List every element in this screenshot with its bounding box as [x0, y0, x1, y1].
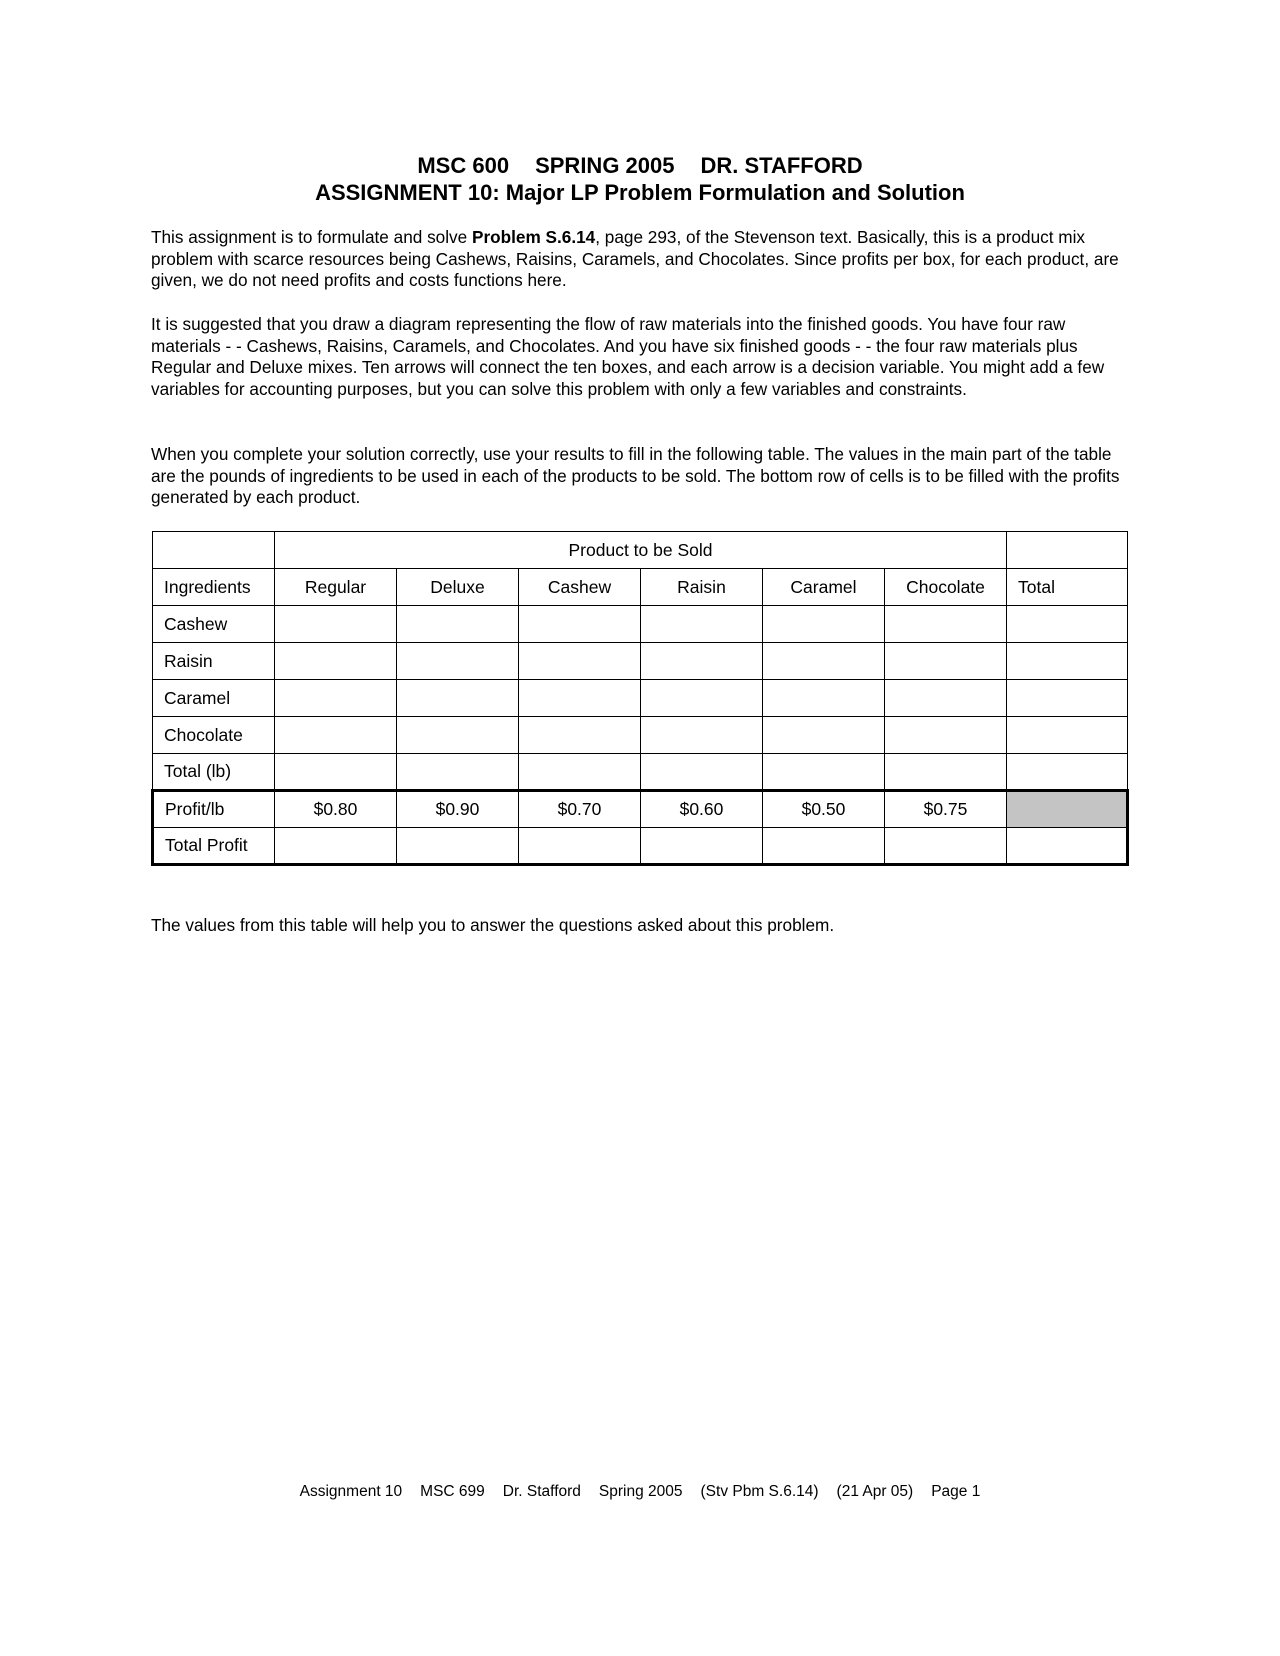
- entry-cell[interactable]: [275, 606, 397, 643]
- entry-cell[interactable]: [275, 680, 397, 717]
- entry-cell[interactable]: [641, 717, 763, 754]
- entry-cell[interactable]: [763, 717, 885, 754]
- table-row: [153, 754, 1128, 791]
- footer-page-number: Page 1: [931, 1483, 981, 1500]
- total-profit-row: [153, 828, 1128, 865]
- column-header: Chocolate: [885, 569, 1007, 606]
- profit-value: $0.50: [763, 791, 885, 828]
- column-header: Caramel: [763, 569, 885, 606]
- footer-term: Spring 2005: [598, 1483, 683, 1500]
- course-header: [0, 152, 1280, 179]
- profit-row: [153, 791, 1128, 828]
- table-group-header-row: [153, 532, 1128, 569]
- entry-cell[interactable]: [1007, 717, 1128, 754]
- entry-cell[interactable]: [519, 828, 641, 865]
- course-code: MSC 600: [417, 153, 510, 178]
- entry-cell[interactable]: [1007, 680, 1128, 717]
- closing-note: The values from this table will help you to answer the questions asked about this problem.: [151, 915, 835, 935]
- entry-cell[interactable]: [519, 754, 641, 791]
- intro-text-end: , page 293, of the Stevenson text. Basically, this is a product mix problem with scarce resources being Cashews, Raisins, Caramels, and Chocolates. Since profits per box, for each product, are given, we do not need profits and costs functions here.: [151, 227, 1119, 291]
- table-corner-cell: [153, 532, 275, 569]
- total-header: Total: [1007, 569, 1128, 606]
- ingredients-header: Ingredients: [153, 569, 275, 606]
- entry-cell[interactable]: [641, 643, 763, 680]
- entry-cell[interactable]: [519, 606, 641, 643]
- table-corner-cell-right: [1007, 532, 1128, 569]
- entry-cell[interactable]: [885, 643, 1007, 680]
- entry-cell[interactable]: [275, 828, 397, 865]
- entry-cell[interactable]: [885, 680, 1007, 717]
- course-instructor: DR. STAFFORD: [700, 153, 863, 178]
- table-row: [153, 717, 1128, 754]
- course-term: SPRING 2005: [535, 153, 675, 178]
- entry-cell[interactable]: [641, 828, 763, 865]
- footer-assignment: Assignment 10: [299, 1483, 403, 1500]
- entry-cell[interactable]: [1007, 828, 1128, 865]
- entry-cell[interactable]: [885, 828, 1007, 865]
- entry-cell[interactable]: [763, 828, 885, 865]
- row-label: Raisin: [153, 643, 275, 680]
- table-row: [153, 606, 1128, 643]
- entry-cell[interactable]: [763, 606, 885, 643]
- intro-text-start: This assignment is to formulate and solve: [151, 227, 472, 247]
- row-label: Caramel: [153, 680, 275, 717]
- entry-cell[interactable]: [275, 717, 397, 754]
- entry-cell[interactable]: [275, 643, 397, 680]
- entry-cell[interactable]: [641, 606, 763, 643]
- entry-cell[interactable]: [885, 754, 1007, 791]
- column-header: Deluxe: [397, 569, 519, 606]
- instructions-paragraph: When you complete your solution correctly, use your results to fill in the following table. The values in the main part of the table are the pounds of ingredients to be used in each of the products to be sold. The bottom row of cells is to be filled with the profits generated by each product.: [151, 444, 1120, 508]
- table-header-row: [153, 569, 1128, 606]
- entry-cell[interactable]: [275, 754, 397, 791]
- table-row: [153, 643, 1128, 680]
- profit-value: $0.90: [397, 791, 519, 828]
- entry-cell[interactable]: [763, 680, 885, 717]
- entry-cell[interactable]: [397, 754, 519, 791]
- table-row: [153, 680, 1128, 717]
- entry-cell[interactable]: [763, 754, 885, 791]
- product-mix-table: [151, 531, 1129, 866]
- total-profit-label: Total Profit: [153, 828, 275, 865]
- product-group-header: Product to be Sold: [275, 532, 1007, 569]
- entry-cell[interactable]: [1007, 754, 1128, 791]
- row-label: Cashew: [153, 606, 275, 643]
- entry-cell[interactable]: [885, 606, 1007, 643]
- page-footer: [0, 1482, 1280, 1502]
- entry-cell[interactable]: [519, 680, 641, 717]
- entry-cell[interactable]: [1007, 606, 1128, 643]
- entry-cell[interactable]: [397, 717, 519, 754]
- column-header: Cashew: [519, 569, 641, 606]
- footer-problem: (Stv Pbm S.6.14): [700, 1483, 819, 1500]
- entry-cell[interactable]: [763, 643, 885, 680]
- entry-cell[interactable]: [519, 717, 641, 754]
- footer-date: (21 Apr 05): [836, 1483, 914, 1500]
- footer-course: MSC 699: [420, 1483, 485, 1500]
- entry-cell[interactable]: [397, 643, 519, 680]
- row-label: Total (lb): [153, 754, 275, 791]
- entry-cell[interactable]: [885, 717, 1007, 754]
- entry-cell[interactable]: [519, 643, 641, 680]
- profit-value: $0.80: [275, 791, 397, 828]
- profit-value: $0.70: [519, 791, 641, 828]
- profit-value: $0.60: [641, 791, 763, 828]
- entry-cell[interactable]: [397, 680, 519, 717]
- shaded-cell: [1007, 791, 1128, 828]
- intro-paragraph: [151, 227, 1136, 292]
- entry-cell[interactable]: [641, 754, 763, 791]
- entry-cell[interactable]: [397, 828, 519, 865]
- assignment-title: ASSIGNMENT 10: Major LP Problem Formulation and Solution: [315, 180, 965, 205]
- profit-value: $0.75: [885, 791, 1007, 828]
- row-label: Chocolate: [153, 717, 275, 754]
- entry-cell[interactable]: [397, 606, 519, 643]
- entry-cell[interactable]: [641, 680, 763, 717]
- column-header: Regular: [275, 569, 397, 606]
- problem-reference: Problem S.6.14: [471, 227, 596, 247]
- diagram-paragraph: It is suggested that you draw a diagram representing the flow of raw materials into the finished goods. You have four raw materials - - Cashews, Raisins, Caramels, and Chocolates. And you have six finished goods - - the four raw materials plus Regular and Deluxe mixes. Ten arrows will connect the ten boxes, and each arrow is a decision variable. You might add a few variables for accounting purposes, but you can solve this problem with only a few variables and constraints.: [151, 314, 1105, 399]
- profit-label: Profit/lb: [153, 791, 275, 828]
- entry-cell[interactable]: [1007, 643, 1128, 680]
- column-header: Raisin: [641, 569, 763, 606]
- footer-instructor: Dr. Stafford: [502, 1483, 581, 1500]
